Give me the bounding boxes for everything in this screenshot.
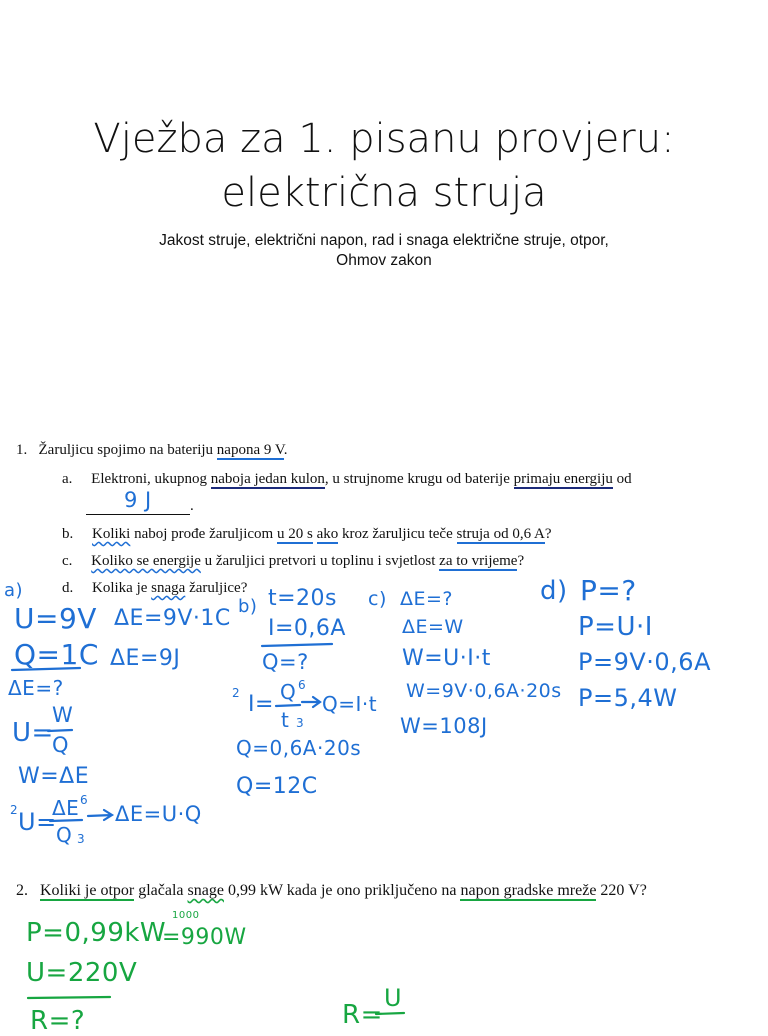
hw-b-line-4: Q=I·t — [322, 692, 378, 716]
hw-a-fraction-lhs: U= — [12, 718, 54, 748]
hw-b-arrow — [302, 697, 320, 707]
hw-q1a-blank-answer: 9 J — [124, 488, 152, 512]
hw-a-line-1: U=9V — [14, 602, 97, 635]
hw-d-label: d) — [540, 576, 568, 606]
hw-d-line-4: P=5,4W — [578, 684, 678, 712]
subtitle-line-2: Ohmov zakon — [336, 252, 432, 269]
hw-b-fraction-denominator: t — [281, 708, 290, 732]
hw-b-mini-2: 6 — [298, 678, 307, 692]
hw-a-label: a) — [4, 580, 24, 601]
hw-q2-tiny-1000: 1000 — [172, 910, 200, 921]
hw-a-line-3: ΔE=? — [8, 676, 64, 700]
hw-a-fraction2-numerator: ΔE — [52, 796, 80, 820]
q1-part-d: d. Kolika je snaga žaruljice? — [62, 580, 248, 596]
hw-b-label: b) — [238, 596, 258, 617]
hw-c-line-3: W=U·I·t — [402, 646, 491, 671]
hw-b-line-1: t=20s — [268, 586, 338, 611]
title-line-1: Vježba za 1. pisanu provjeru: — [93, 116, 675, 162]
q1-part-c: c. Koliko se energije u žaruljici pretvori u toplinu i svjetlost za to vrijeme? — [62, 553, 525, 569]
hw-b-line-3: Q=? — [262, 650, 309, 674]
hw-q2-line-3: U=220V — [26, 958, 138, 988]
hw-q2-fraction-lhs: R= — [342, 1000, 383, 1030]
q1-part-b: b. Koliki naboj prođe žaruljicom u 20 s ako kroz žaruljicu teče struja od 0,6 A? — [62, 526, 552, 542]
hw-q2-line-2: =990W — [162, 925, 247, 950]
hw-a-mini-1: 2 — [10, 803, 19, 817]
hw-c-line-2: ΔE=W — [402, 616, 464, 638]
hw-b-mini-1: 2 — [232, 686, 241, 700]
hw-b-mini-3: 3 — [296, 716, 305, 730]
hw-a-line-5: ΔE=U·Q — [115, 802, 202, 826]
hw-d-line-2: P=U·I — [578, 612, 653, 642]
hw-q2-line-4: R=? — [30, 1006, 86, 1036]
hw-a-mini-2: 6 — [80, 793, 89, 807]
hw-b-line-2: I=0,6A — [268, 616, 346, 641]
hw-a-arrow — [88, 810, 112, 820]
hw-a-fraction-bar — [48, 730, 72, 731]
q2-stem: 2. Koliki je otpor glačala snage 0,99 kW kada je ono priključeno na napon gradske mreže 220 V? — [16, 882, 647, 899]
hw-a-fraction2-lhs: U= — [18, 808, 57, 836]
hw-c-line-4: W=9V·0,6A·20s — [406, 680, 562, 702]
hw-d-line-3: P=9V·0,6A — [578, 648, 711, 676]
hw-a-fraction2-bar — [50, 820, 82, 821]
q1-number: 1. — [16, 442, 28, 458]
hw-a-line-4: W=ΔE — [18, 764, 90, 789]
hw-a-fraction-numerator: W — [52, 703, 74, 727]
hw-a-separator-line — [12, 668, 80, 670]
q2-number: 2. — [16, 882, 28, 899]
hw-b-separator-line — [262, 644, 332, 646]
hw-q2-separator-line — [28, 997, 110, 998]
hw-c-label: c) — [368, 588, 387, 610]
hw-b-line-5: Q=0,6A·20s — [236, 736, 362, 760]
hw-q2-line-1: P=0,99kW — [26, 918, 167, 948]
q1-part-a-blank-line: . — [86, 498, 194, 515]
hw-a-calc-2: ΔE=9J — [110, 646, 181, 671]
q1-stem: 1. Žaruljicu spojimo na bateriju napona 9 V. — [16, 442, 288, 458]
hw-b-fraction-lhs: I= — [248, 692, 274, 717]
subtitle-line-1: Jakost struje, električni napon, rad i snaga električne struje, otpor, — [159, 232, 609, 249]
hw-q2-fraction-numerator: U — [384, 984, 403, 1012]
hw-q2-fraction-bar — [376, 1013, 404, 1014]
hw-a-calc-1: ΔE=9V·1C — [114, 606, 231, 631]
hw-c-line-1: ΔE=? — [400, 588, 454, 610]
hw-c-line-5: W=108J — [400, 714, 488, 738]
hw-b-fraction-bar — [276, 705, 300, 706]
hw-b-fraction-numerator: Q — [280, 680, 297, 704]
q1-part-a: a. Elektroni, ukupnog naboja jedan kulon, u strujnome krugu od baterije primaju energiju od — [62, 471, 632, 487]
hw-a-fraction2-denominator: Q — [56, 823, 73, 847]
hw-b-line-6: Q=12C — [236, 774, 318, 799]
hw-a-mini-3: 3 — [77, 832, 86, 846]
hw-a-line-2: Q=1C — [14, 638, 99, 671]
title-line-2: električna struja — [221, 170, 547, 216]
hw-d-line-1: P=? — [580, 574, 637, 607]
hw-a-fraction-denominator: Q — [52, 733, 70, 757]
